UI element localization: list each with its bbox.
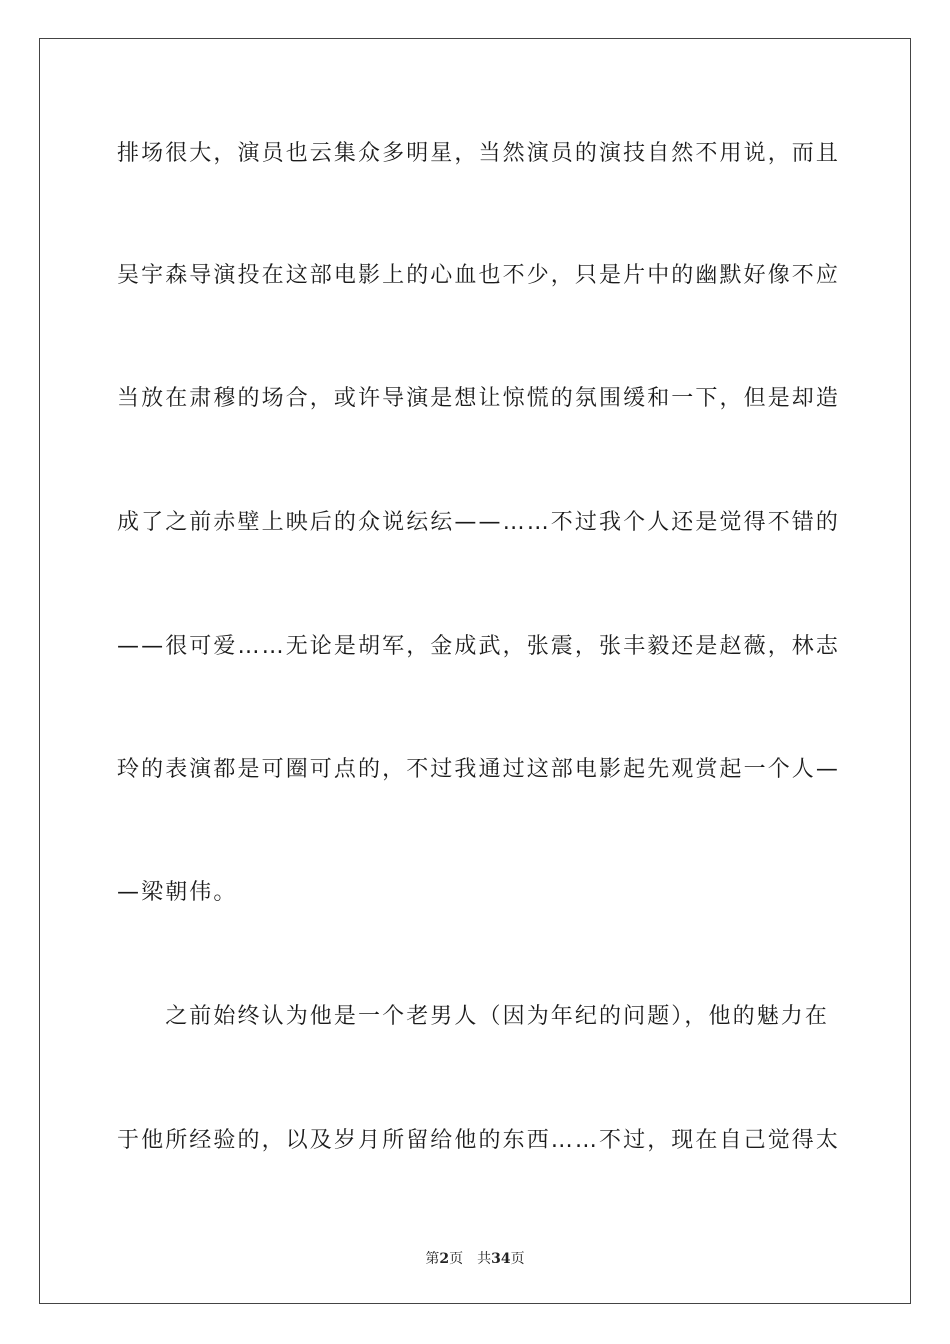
body-text-line-8: 之前始终认为他是一个老男人（因为年纪的问题），他的魅力在 [117, 1004, 830, 1029]
page-border [39, 38, 911, 1304]
footer-total-suffix: 页 [510, 1251, 525, 1267]
body-text-line-3: 当放在肃穆的场合，或许导演是想让惊慌的氛围缓和一下，但是却造 [117, 386, 841, 411]
footer-page-prefix: 第 [425, 1251, 440, 1267]
body-text-line-1: 排场很大，演员也云集众多明星，当然演员的演技自然不用说，而且 [117, 141, 841, 166]
body-text-line-7: —梁朝伟。 [117, 880, 238, 905]
body-text-line-9: 于他所经验的，以及岁月所留给他的东西……不过，现在自己觉得太 [117, 1128, 841, 1153]
body-text-line-2: 吴宇森导演投在这部电影上的心血也不少，只是片中的幽默好像不应 [117, 263, 841, 288]
footer-total-pages: 34 [491, 1251, 511, 1267]
footer-total-prefix: 共 [477, 1251, 492, 1267]
footer-page-suffix: 页 [449, 1251, 464, 1267]
body-text-line-4: 成了之前赤壁上映后的众说纭纭——……不过我个人还是觉得不错的 [117, 510, 841, 535]
page-footer [0, 1248, 950, 1268]
footer-page-number: 2 [439, 1251, 450, 1267]
body-text-line-6: 玲的表演都是可圈可点的，不过我通过这部电影起先观赏起一个人— [117, 757, 841, 782]
body-text-line-5: ——很可爱……无论是胡军，金成武，张震，张丰毅还是赵薇，林志 [117, 634, 841, 659]
